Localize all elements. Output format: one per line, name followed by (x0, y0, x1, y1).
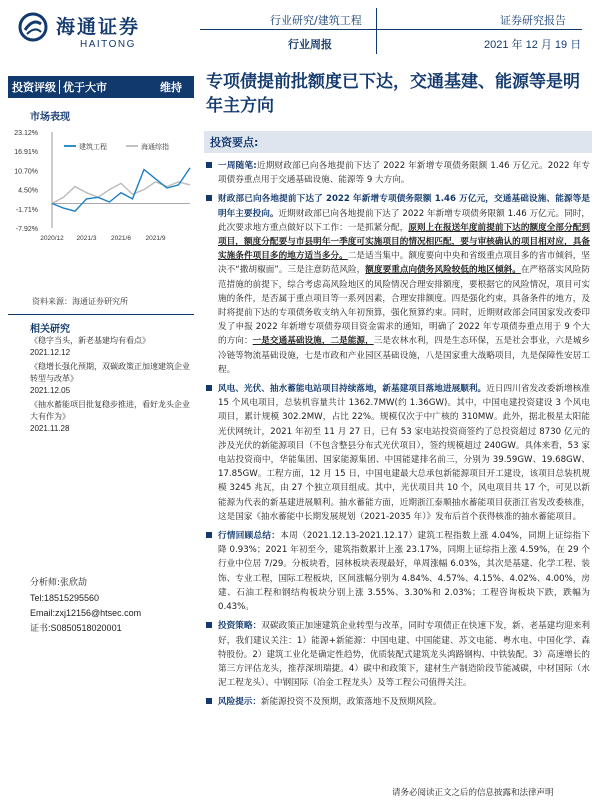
related-item-title: 《稳增长强化预期，双碳政策正加速建筑企业转型与改革》 (30, 362, 190, 383)
bullet-heading: 财政部已向各地提前下达了 2022 年新增专项债务限额 1.46 万亿元，交通基础设施、能源等是明年主要投向。 (218, 194, 590, 219)
bullet-body: 近日四川省发改委新增核准 15 个风电项目，总装机容量共计 1362.7MW(约 1.36GW)。其中，中国电建投资建设 3 个风电项目，累计规模 302.2MW，占比 22%。规模仅次于中广核的 310MW。此外，据北极星太阳能光伏网统计，2021 年初至 11 月 27 日，已有 53 家电站投资商签约了总投资超过 8730 亿元的涉及光伏的新能源项目（不包含整县分布式光伏项目），签约规模超过 240GW。具体来看，53 家电站投资商中，华能集团、国家能源集团、中国能建排名前三，分别为 39.59GW、19.68GW、17.85GW。工程方面，12 月 15 日，中国电建最大总承包新能源项目开工建设，该项目总装机规模 3245 兆瓦，由 27 个独立项目组成。其中，光伏项目共 10 个，风电项目共 17 个，可见以新能源为代表的新基建进展顺利。抽水蓄能方面，近期浙江泰顺抽水蓄能项目获浙江省发改委核准，这是国家《抽水蓄能中长期发展规划（2021-2035 年）》发布后首个获得核准的抽水蓄能项目。 (218, 384, 590, 522)
investment-rating-bar (8, 76, 194, 98)
y-tick-label: 16.91% (14, 149, 38, 157)
bullet-body: 本周（2021.12.13-2021.12.17）建筑工程指数上涨 4.04%，同期上证综指下降 0.93%；2021 年初至今，建筑指数累计上涨 23.17%，同期上证综指上涨 4.59%，在 29 个行业中位居 7/29。分板块看，园林板块表现最好，单周涨幅 6.03%，其次是基建、化学工程、装饰、专业工程，国际工程板块，区间涨幅分别为 4.84%、4.57%、4.15%、4.02%、4.00%，房建、石油工程和钢结构板块分别上涨 3.55%、3.30%和 2.03%；工程咨询板块下跌，跌幅为 0.43%。 (218, 531, 590, 613)
report-subtype: 行业周报 (288, 38, 332, 51)
related-item-title: 《抽水蓄能项目批复稳步推进，看好龙头企业大有作为》 (30, 400, 190, 421)
analyst-tel: Tel:18515295560 (30, 593, 100, 603)
bullet-weekly-note (204, 159, 590, 187)
x-tick-label: 2021/9 (145, 235, 166, 242)
haitong-logo-mark-icon (18, 12, 48, 42)
summary-header-bar (204, 131, 592, 153)
bullet-heading: 风电、光伏、抽水蓄能电站项目持续落地，新基建项目落地进展顺利。 (218, 384, 487, 395)
related-section-title: 相关研究 (30, 324, 70, 335)
rating-value: 优于大市 (63, 81, 107, 94)
y-tick-label: -7.92% (15, 226, 38, 233)
haitong-logo (18, 10, 168, 54)
related-divider-top (8, 314, 194, 315)
x-tick-label: 2021/6 (111, 235, 131, 242)
y-tick-label: -1.71% (15, 206, 38, 214)
y-tick-label: 10.70% (14, 168, 38, 176)
x-tick-label: 2021/3 (76, 235, 97, 242)
related-item-date: 2021.12.05 (30, 386, 71, 395)
bullet-risk (204, 695, 590, 709)
bullet-heading: 一周随笔: (218, 161, 257, 171)
analyst-email[interactable]: Email:zxj12156@htsec.com (30, 608, 142, 618)
investment-points (204, 159, 590, 715)
analyst-cert: 证书:S0850518020001 (30, 623, 122, 633)
bullet-special-bonds (204, 192, 590, 377)
bullet-new-energy (204, 382, 590, 524)
bullet-body: 双碳政策正加速建筑企业转型与改革，同时专项债正在快速下发，新、老基建均迎来利好，我们建议关注：1）能源+新能源：中国电建、中国能建、苏文电能、粤水电、中国化学、森特股份。2）建筑工业化是确定性趋势，优质装配式建筑龙头鸿路钢构、中铁装配。3）高速增长的第三方评估龙头，推荐深圳瑞捷。4）碳中和政策下，建材生产制造阶段节能减碳，中材国际（水泥工程龙头）、中钢国际（冶金工程龙头）及等工程公司值得关注。 (218, 621, 590, 689)
bullet-heading: 风险提示： (218, 697, 261, 708)
bullet-heading: 行情回顾总结： (218, 531, 281, 542)
related-item-date: 2021.12.12 (30, 348, 71, 357)
summary-label: 投资要点: (210, 136, 259, 149)
market-section-title: 市场表现 (30, 112, 70, 123)
bullet-strategy (204, 619, 590, 690)
report-category: 行业研究/建筑工程 (270, 14, 362, 27)
bullet-market-review (204, 529, 590, 614)
bullet-emphasis: 原则上在报送年度前提前下达的额度全部分配到项目，额度分配要与市县明年一季度可实施项目的情况相匹配，要与审核确认的项目相对应，具备实施条件项目多的地方适当多分。 (218, 222, 590, 262)
rating-separator (59, 80, 60, 94)
header-divider (200, 29, 582, 30)
report-type: 证券研究报告 (500, 14, 566, 27)
bullet-body: 新能源投资不及预期，政策落地不及预期风险。 (260, 697, 442, 708)
bullet-body: 近期财政部已向各地提前下达了 2022 年新增专项债务限额 1.46 万亿元。2022 年专项债券重点用于交通基础设施、能源等 9 大方向。 (218, 161, 590, 186)
bullet-body: 在严格落实风险防范措施的前提下，综合考虑高风险地区的风险情况合理安排额度，要根据它的风险情况，项目可实施的条件，是否属于重点项目等一系列因素，合理安排额度。四是强化约束，具备条件的地方，及时将提前下达的专项债务收支纳入年初预算，强化预算约束。同时，近期财政部会同国家发改委印发了申报 2022 年新增专项债券项目资金需求的通知，明确了 2022 年专项债券重点用于 9 个大的方向： (218, 265, 590, 347)
bullet-emphasis: 一是交通基础设施，二是能源， (252, 336, 374, 347)
market-performance-svg (8, 124, 194, 274)
legend-label: 海通综指 (141, 143, 169, 151)
chart-source: 资料来源：海通证券研究所 (32, 297, 128, 306)
x-tick-label: 2020/12 (40, 235, 64, 242)
analyst-info (30, 576, 200, 636)
report-title: 专项债提前批额度已下达，交通基建、能源等是明年主方向 (206, 72, 580, 116)
report-date: 2021 年 12 月 19 日 (484, 39, 582, 51)
disclaimer-footer: 请务必阅读正文之后的信息披露和法律声明 (392, 788, 554, 798)
analyst-name: 分析师:张欣劼 (30, 578, 88, 588)
rating-label: 投资评级 (12, 81, 56, 94)
related-item-title: 《稳字当头，新老基建均有看点》 (30, 336, 150, 345)
rating-status: 维持 (160, 81, 182, 94)
y-tick-label: 4.50% (18, 187, 38, 195)
related-research-list (30, 335, 192, 437)
y-tick-label: 23.12% (14, 130, 38, 137)
related-item[interactable] (30, 335, 192, 359)
market-performance-chart (8, 124, 194, 274)
logo-chinese-name: 海通证券 (56, 16, 141, 38)
bullet-emphasis: 额度要重点向债务风险较低的地区倾斜。 (365, 265, 521, 276)
logo-english-name: HAITONG (80, 39, 136, 50)
legend-label: 建筑工程 (79, 143, 107, 151)
bullet-body: 二是适当集中。额度要向中央和省级重点项目多的省市倾斜，坚决不“撒胡椒面”。三是注意防范风险， (218, 251, 590, 276)
related-item[interactable] (30, 399, 192, 435)
header-vertical-divider (376, 8, 377, 54)
bullet-body: 三是农林水利，四是生态环保，五是社会事业，六是城乡冷链等物流基础设施，七是市政和产业园区基础设施，八是国家重大战略项目，九是保障性安居工程。 (218, 336, 590, 375)
bullet-heading: 投资策略： (218, 621, 262, 632)
bullet-body: 近期财政部已向各地提前下达了 2022 年新增专项债务限额 1.46 万亿元。同时，此次要求地方重点做好以下工作：一是抓紧分配， (218, 208, 590, 233)
related-item-date: 2021.11.28 (30, 424, 70, 433)
related-item[interactable] (30, 361, 192, 397)
